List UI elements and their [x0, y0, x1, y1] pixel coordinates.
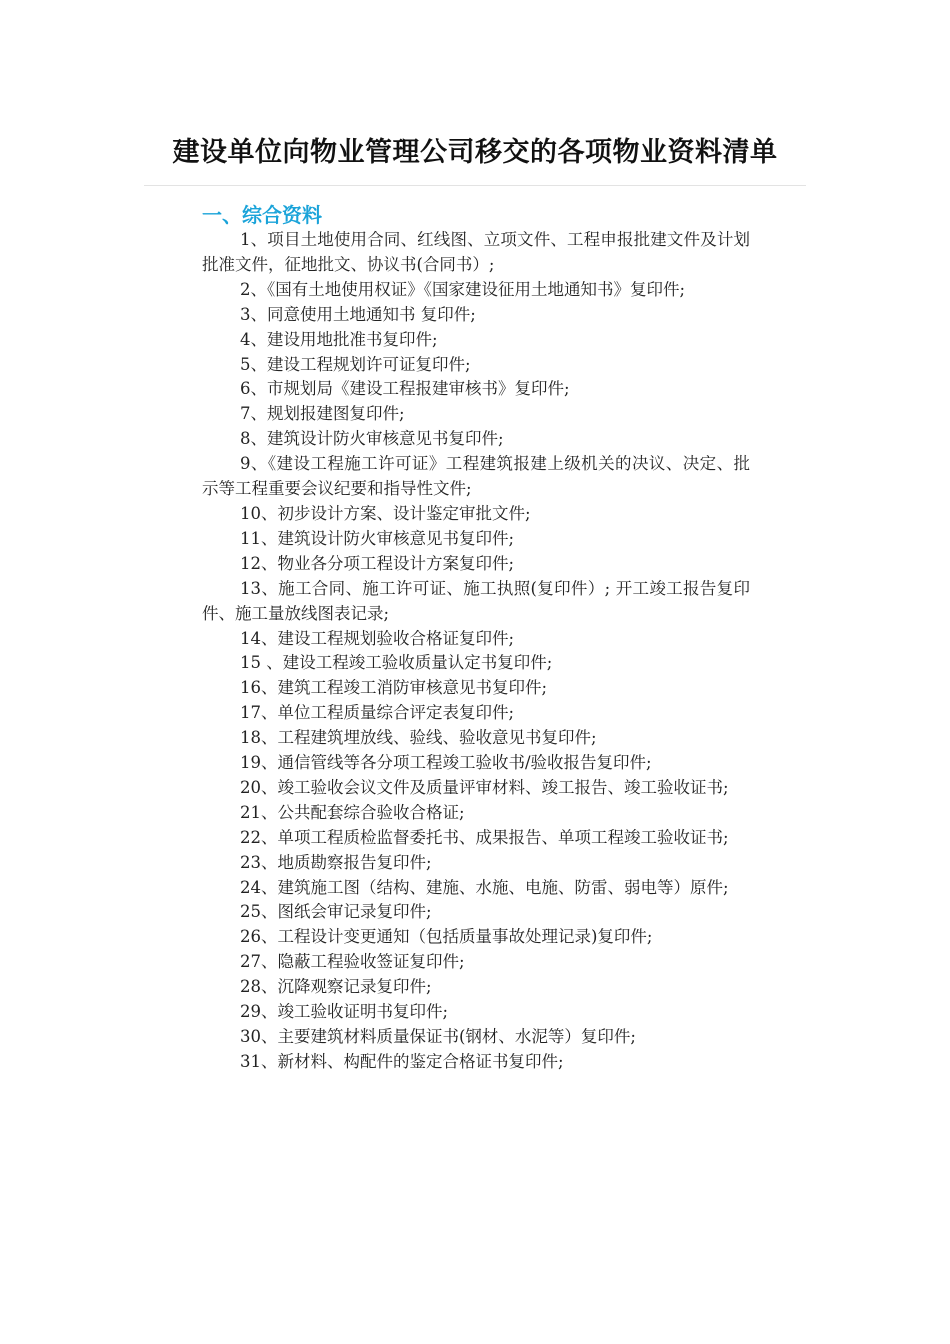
list-item: 14、建设工程规划验收合格证复印件;: [240, 628, 515, 648]
list-item: 1、项目土地使用合同、红线图、立项文件、工程申报批建文件及计划批准文件，征地批文、协议书(合同书）;: [202, 230, 750, 274]
list-item: 26、工程设计变更通知（包括质量事故处理记录)复印件;: [240, 927, 653, 947]
list-item: 8、建筑设计防火审核意见书复印件;: [240, 429, 504, 449]
list-item: 28、沉降观察记录复印件;: [240, 977, 432, 997]
list-item: 2、《国有土地使用权证》《国家建设征用土地通知书》复印件;: [240, 279, 686, 299]
item-list: [202, 228, 750, 1075]
list-item: 7、规划报建图复印件;: [240, 404, 405, 424]
list-item: 20、竣工验收会议文件及质量评审材料、竣工报告、竣工验收证书;: [240, 777, 729, 797]
list-item: 17、单位工程质量综合评定表复印件;: [240, 703, 515, 723]
list-item: 9、《建设工程施工许可证》工程建筑报建上级机关的决议、决定、批示等工程重要会议纪要和指导性文件;: [202, 454, 750, 499]
list-item: 16、建筑工程竣工消防审核意见书复印件;: [240, 678, 548, 698]
list-item: 22、单项工程质检监督委托书、成果报告、单项工程竣工验收证书;: [240, 827, 729, 847]
list-item: 25、图纸会审记录复印件;: [240, 902, 432, 922]
list-item: 30、主要建筑材料质量保证书(钢材、水泥等）复印件;: [240, 1027, 636, 1046]
list-item: 27、隐蔽工程验收签证复印件;: [240, 952, 465, 972]
list-item: 10、初步设计方案、设计鉴定审批文件;: [240, 503, 531, 523]
list-item: 11、建筑设计防火审核意见书复印件;: [240, 528, 515, 548]
list-item: 21、公共配套综合验收合格证;: [240, 802, 465, 822]
list-item: 3、同意使用土地通知书 复印件;: [240, 304, 476, 324]
list-item: 31、新材料、构配件的鉴定合格证书复印件;: [240, 1051, 564, 1071]
document-title: 建设单位向物业管理公司移交的各项物业资料清单: [172, 137, 778, 168]
list-item: 4、建设用地批准书复印件;: [240, 329, 438, 349]
list-item: 12、物业各分项工程设计方案复印件;: [240, 553, 515, 573]
list-item: 6、市规划局《建设工程报建审核书》复印件;: [240, 379, 570, 399]
title-divider: [144, 185, 806, 186]
section-heading: 一、综合资料: [202, 203, 322, 227]
list-item: 13、施工合同、施工许可证、施工执照(复印件）; 开工竣工报告复印件、施工量放线图表记录;: [202, 578, 750, 623]
list-item: 29、竣工验收证明书复印件;: [240, 1002, 449, 1022]
list-item: 24、建筑施工图（结构、建施、水施、电施、防雷、弱电等）原件;: [240, 877, 729, 897]
list-item: 23、地质勘察报告复印件;: [240, 852, 432, 872]
list-item: 5、建设工程规划许可证复印件;: [240, 354, 471, 374]
list-item: 18、工程建筑埋放线、验线、验收意见书复印件;: [240, 728, 597, 748]
list-item: 19、通信管线等各分项工程竣工验收书/验收报告复印件;: [240, 753, 652, 773]
list-item: 15 、建设工程竣工验收质量认定书复印件;: [240, 653, 553, 673]
